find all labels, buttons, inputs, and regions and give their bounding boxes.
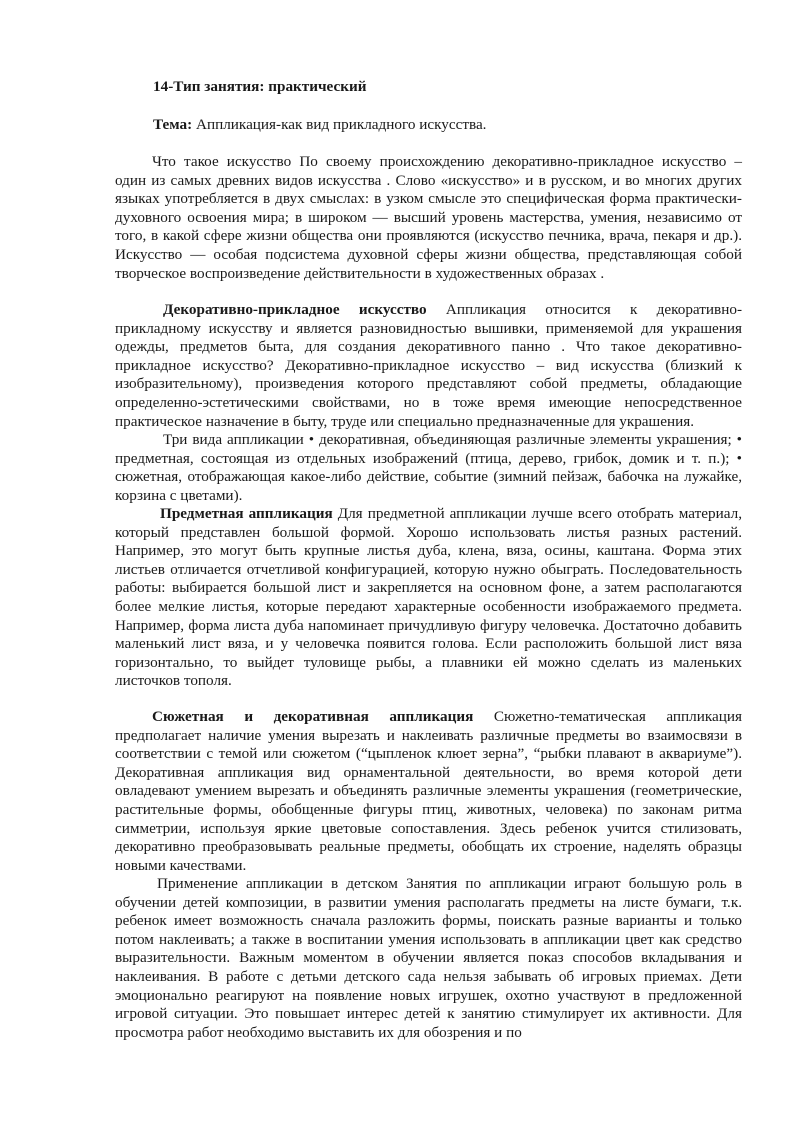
paragraph-what-is-art: Что такое искусство По своему происхождению декоративно-прикладное искусство – один из самых древних видов искусства . Слово «искусство» и в русском, и во многих других языках употребляется в двух смыслах: в узком смысле это специфическая форма практически-духовного освоения мира; в широком — высший уровень мастерства, умения, независимо от того, в какой сфере жизни общества они проявляются (искусство печника, врача, пекаря и др.). Искусство — особая подсистема духовной сферы жизни общества, представляющая собой творческое воспроизведение действительности в художественных образах . — [115, 153, 742, 282]
paragraph-body: Для предметной аппликации лучше всего отобрать материал, который представлен большой формой. Хорошо использовать листья разных растений. Например, это могут быть крупные листья дуба, клена, вяза, осины, каштана. Форма этих листьев отличается отчетливой конфигурацией, которую нужно обыграть. Последовательность работы: выбирается большой лист и закрепляется на основном фоне, а затем располагаются более мелкие листья, которые передают характерные особенности изображаемого предмета. Например, форма листа дуба напоминает причудливую фигуру человечка. Достаточно добавить маленький лист вяза, и у человечка появится голова. Если расположить большой лист вяза горизонтально, то выйдет туловище рыбы, а плавники ей можно сделать из маленьких листочков тополя. — [115, 505, 743, 690]
paragraph-decorative-applied-art — [115, 301, 742, 431]
paragraph-lead-bold: Предметная аппликация — [160, 505, 333, 522]
paragraph-plot-decorative-applique — [115, 708, 742, 875]
paragraph-object-applique — [115, 505, 742, 691]
paragraph-lead-bold: Сюжетная и декоративная аппликация — [152, 708, 474, 725]
theme-label: Тема: — [153, 116, 193, 133]
theme-text: Аппликация-как вид прикладного искусства. — [192, 116, 487, 133]
paragraph-three-types: Три вида аппликации • декоративная, объединяющая различные элементы украшения; • предметная, состоящая из отдельных изображений (птица, дерево, грибок, домик и т. п.); • сюжетная, отображающая какое-либо действие, событие (зимний пейзаж, бабочка на лужайке, корзина с цветами). — [115, 431, 742, 504]
paragraph-body: Аппликация относится к декоративно-прикладному искусству и является разновидностью вышивки, применяемой для украшения одежды, предметов быта, для создания декоративного панно . Что такое декоративно-прикладное искусство? Декоративно-прикладное искусство – вид искусства (близкий к изобразительному), произведения которого представляют собой предметы, обладающие определенно-эстетическими свойствами, но в тоже время имеющие непосредственное практическое назначение в быту, труде или специально предназначенные для украшения. — [115, 301, 742, 430]
lesson-heading: 14-Тип занятия: практический — [153, 78, 367, 95]
paragraph-body: Сюжетно-тематическая аппликация предполагает наличие умения вырезать и наклеивать различные предметы во взаимосвязи в соответствии с темой или сюжетом (“цыпленок клюет зерна”, “рыбки плавают в аквариуме”). Декоративная аппликация вид орнаментальной деятельности, во время которой дети овладевают умением вырезать и объединять различные элементы украшения (геометрические, растительные формы, обобщенные фигуры птиц, животных, человека) по законам ритма симметрии, используя яркие цветовые сопоставления. Здесь ребенок учится стилизовать, декоративно преобразовывать реальные предметы, обобщать их строение, наделять образцы новыми качествами. — [115, 708, 742, 874]
theme-line — [153, 116, 742, 135]
paragraph-applique-in-kindergarten: Применение аппликации в детском Занятия по аппликации играют большую роль в обучении детей композиции, в развитии умения располагать предметы на листе бумаги, т.к. ребенок имеет возможность сначала разложить формы, поискать разные варианты и только потом наклеивать; а также в воспитании умения использовать в аппликации цвет как средство выразительности. Важным моментом в обучении является показ способов вкладывания и наклеивания. В работе с детьми детского сада нельзя забывать об игровых приемах. Дети эмоционально реагируют на появление новых игрушек, охотно участвуют в предложенной игровой ситуации. Это повышает интерес детей к занятию стимулирует их активности. Для просмотра работ необходимо выставить их для обозрения и по — [115, 875, 742, 1041]
paragraph-lead-bold: Декоративно-прикладное искусство — [163, 301, 427, 318]
